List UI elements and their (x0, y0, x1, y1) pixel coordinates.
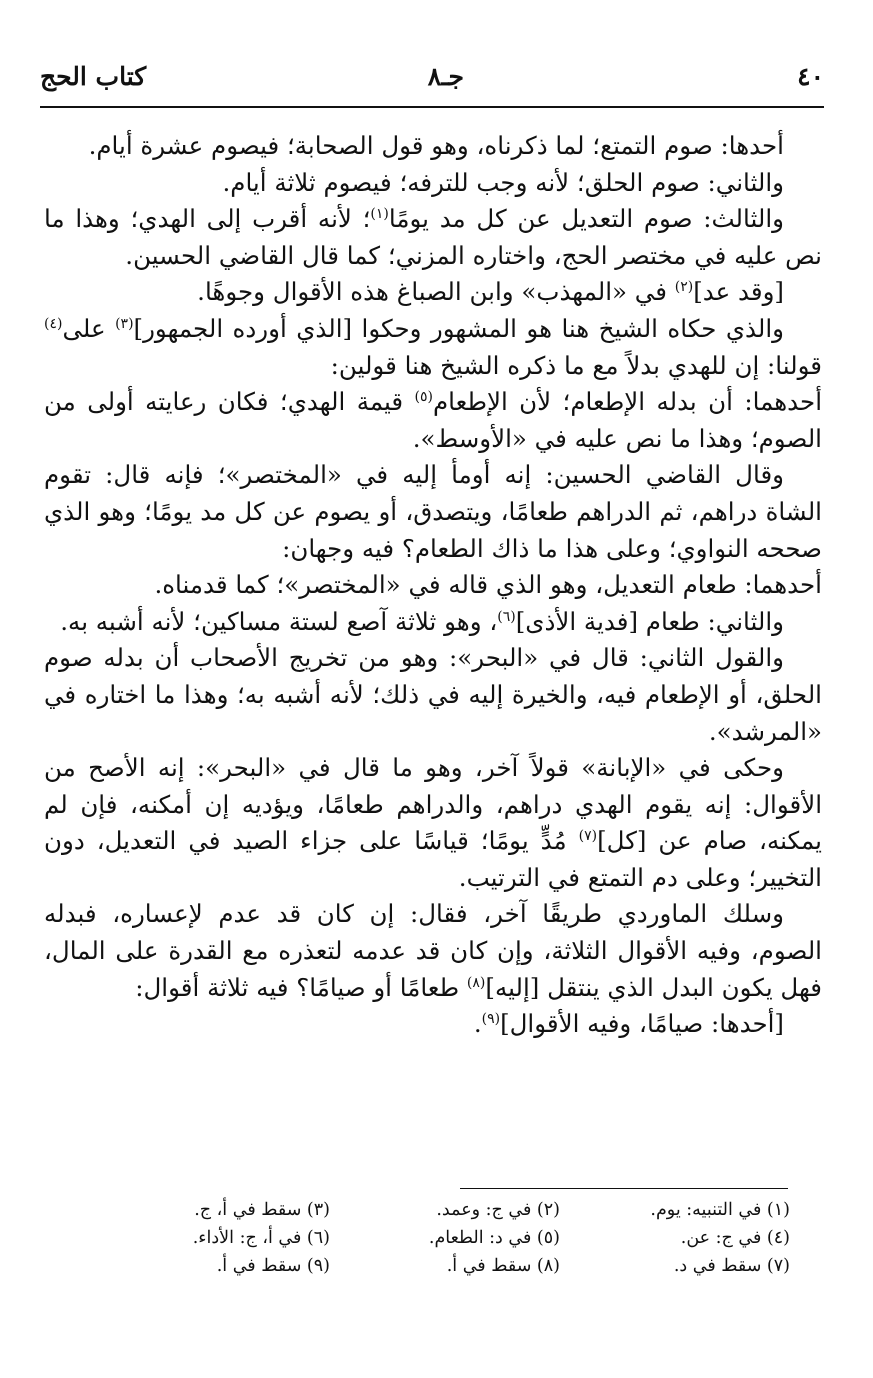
footnote-row (100, 1224, 790, 1252)
paragraph: [أحدها: صيامًا، وفيه الأقوال]$^{(٩)}$. (473, 1009, 784, 1039)
paragraph: والثاني: طعام [فدية الأذى]$^{(٦)}$، وهو ثلاثة آصع لستة مساكين؛ لأنه أشبه به. (60, 606, 784, 636)
paragraph: والثالث: صوم التعديل عن كل مد يومًا$^{(١)}$؛ لأنه أقرب إلى الهدي؛ وهذا ما نص عليه في مختصر الحج، واختاره المزني؛ كما قال القاضي الحسين. (44, 204, 822, 270)
volume-number: جـ٨ (427, 62, 464, 91)
footnote-marker: (٦) (497, 608, 516, 625)
footnote: (٣) سقط في أ، ج. (194, 1200, 330, 1220)
footnote-row (100, 1196, 790, 1224)
footnote-marker: (١) (370, 206, 389, 223)
paragraph: والذي حكاه الشيخ هنا هو المشهور وحكوا [الذي أورده الجمهور]$^{(٣)}$ على$^{(٤)}$ قولنا: إن للهدي بدلاً مع ما ذكره الشيخ هنا قولين: (44, 313, 822, 380)
footnote: (٨) سقط في أ. (446, 1256, 560, 1276)
footnote-marker: (٨) (466, 974, 486, 991)
footnote: (٧) سقط في د. (673, 1256, 790, 1276)
paragraph: أحدها: صوم التمتع؛ لما ذكرناه، وهو قول الصحابة؛ فيصوم عشرة أيام. (88, 131, 784, 160)
paragraph: أحدهما: أن بدله الإطعام؛ لأن الإطعام$^{(٥)}$ قيمة الهدي؛ فكان رعايته أولى من الصوم؛ وهذا ما نص عليه في «الأوسط». (44, 387, 822, 453)
paragraph: وسلك الماوردي طريقًا آخر، فقال: إن كان قد عدم لإعساره، فبدله الصوم، وفيه الأقوال الثلاثة، وإن كان قد عدمه لتعذره مع القدرة على المال، فهل يكون البدل الذي ينتقل [إليه]$^{(٨)}$ طعامًا أو صيامًا؟ فيه ثلاثة أقوال: (44, 899, 822, 1002)
footnote-marker: (٤) (44, 315, 63, 332)
footnote: (٦) في أ، ج: الأداء. (192, 1228, 330, 1248)
book-title: كتاب الحج (40, 62, 147, 91)
footnote-rule (460, 1188, 788, 1189)
footnote-marker: (٣) (115, 315, 134, 332)
page-header (40, 62, 824, 98)
footnote-row (100, 1252, 790, 1280)
footnote-marker: (٢) (674, 279, 694, 296)
paragraph: وقال القاضي الحسين: إنه أومأ إليه في «المختصر»؛ فإنه قال: تقوم الشاة دراهم، ثم الدراهم طعامًا، ويتصدق، أو يصوم عن كل مد يومًا؛ وهو الذي صححه النواوي؛ وعلى هذا ما ذاك الطعام؟ فيه وجهان: (44, 460, 822, 563)
main-text (44, 128, 822, 1043)
footnote-marker: (٥) (414, 389, 434, 405)
footnote: (١) في التنبيه: يوم. (650, 1200, 790, 1220)
footnotes (100, 1196, 790, 1280)
footnote: (٤) في ج: عن. (680, 1228, 790, 1248)
footnote-marker: (٩) (481, 1011, 501, 1028)
paragraph: أحدهما: طعام التعديل، وهو الذي قاله في «المختصر»؛ كما قدمناه. (154, 570, 822, 600)
footnote: (٢) في ج: وعمد. (436, 1200, 560, 1220)
footnote-marker: (٧) (578, 828, 598, 845)
paragraph: والقول الثاني: قال في «البحر»: وهو من تخريج الأصحاب أن بدله صوم الحلق، أو الإطعام فيه، والخيرة إليه في ذلك؛ لأنه أشبه به؛ وهذا ما اختاره في «المرشد». (44, 643, 822, 746)
paragraph: وحكى في «الإبانة» قولاً آخر، وهو ما قال في «البحر»: إنه الأصح من الأقوال: إنه يقوم الهدي دراهم، والدراهم طعامًا، ويؤديه إن أمكنه، فإن لم يمكنه، صام عن [كل]$^{(٧)}$ مُدٍّ يومًا؛ قياسًا على جزاء الصيد في التعديل، دون التخيير؛ وعلى دم التمتع في الترتيب. (44, 753, 823, 892)
paragraph: [وقد عد]$^{(٢)}$ في «المهذب» وابن الصباغ هذه الأقوال وجوهًا. (197, 277, 784, 307)
footnote: (٩) سقط في أ. (216, 1256, 330, 1276)
page-number: ٤٠ (797, 62, 824, 91)
header-rule (40, 106, 824, 108)
paragraph: والثاني: صوم الحلق؛ لأنه وجب للترفه؛ فيصوم ثلاثة أيام. (222, 167, 784, 197)
footnote: (٥) في د: الطعام. (428, 1228, 560, 1248)
